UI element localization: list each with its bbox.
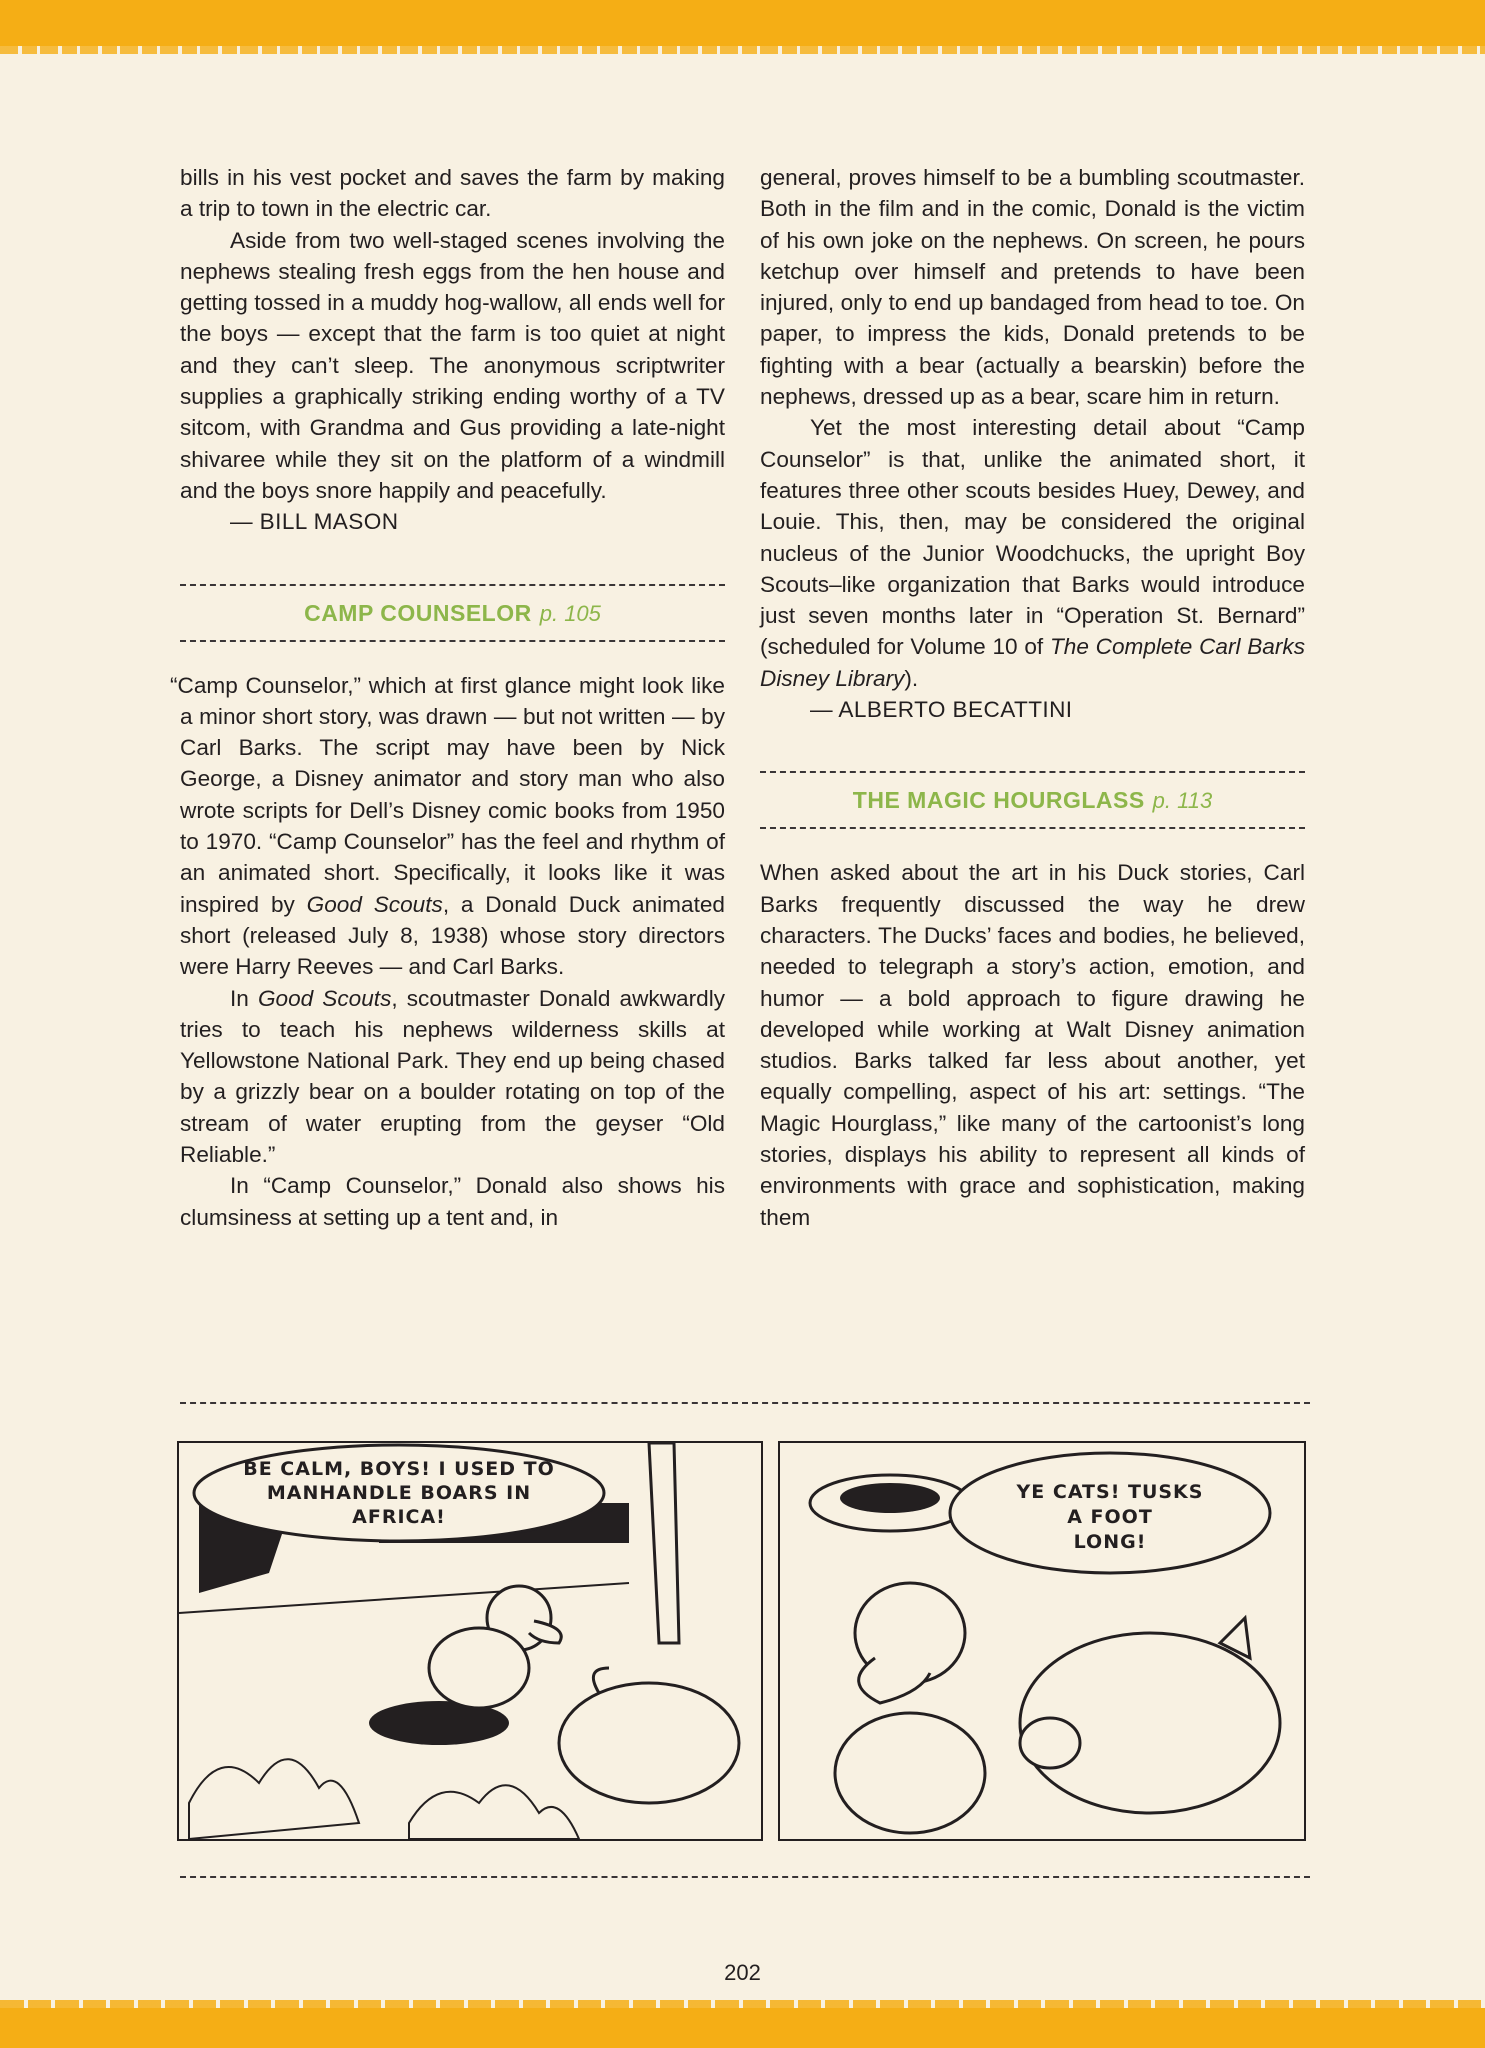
balloon-line: A FOOT [1067,1506,1153,1528]
paragraph: In Good Scouts, scoutmaster Donald awkwardly tries to teach his nephews wilderness skills at Yellowstone National Park. They end up being chased by a grizzly bear on a boulder rotating on top of the stream of water erupting from the geyser “Old Reliable.” [180,985,726,1168]
divider-top [180,1402,1310,1404]
byline: — BILL MASON [230,509,399,535]
balloon-line: MANHANDLE BOARS IN [266,1482,532,1504]
comic-panel-1-art [179,1443,761,1839]
paragraph: bills in his vest pocket and saves the farm by making a trip to town in the electric car. [180,165,725,222]
page-number: 202 [724,1960,761,1985]
paragraph: In “Camp Counselor,” Donald also shows his clumsiness at setting up a tent and, in [180,1173,725,1230]
paragraph: Aside from two well-staged scenes involving the nephews stealing fresh eggs from the hen house and getting tossed in a muddy hog-wallow, all ends well for the boys — except that the farm is too quiet at night and they can’t sleep. The anonymous scriptwriter supplies a graphically striking ending worthy of a TV sitcom, with Grandma and Gus providing a late-night shivaree while they sit on the platform of a windmill and the boys snore happily and peacefully. [180,227,725,503]
balloon-line: BE CALM, BOYS! I USED TO [243,1458,555,1480]
paragraph: “Camp Counselor,” which at first glance might look like a minor short story, was drawn — but not written — by Carl Barks. The script may have been by Nick George, a Disney animator and story man who also wrote scripts for Dell’s Disney comic books from 1950 to 1970. “Camp Counselor” has the feel and rhythm of an animated short. Specifically, it looks like it was inspired by Good Scouts, a Donald Duck animated short (released July 8, 1938) whose story directors were Harry Reeves — and Carl Barks. [170,672,725,980]
section-page-ref: p. 113 [1152,788,1213,814]
section-heading-magic-hourglass [760,771,1305,829]
section-heading-camp-counselor [180,584,725,642]
top-border [0,0,1485,46]
comic-panel-2-art [780,1443,1304,1839]
byline: — ALBERTO BECATTINI [810,697,1073,723]
section-page-ref: p. 105 [539,600,601,626]
bottom-border [0,2008,1485,2048]
divider-bottom [180,1876,1310,1878]
comic-panel-1 [177,1441,763,1841]
left-column [170,162,726,1233]
paragraph: When asked about the art in his Duck stories, Carl Barks frequently discussed the way he drew characters. The Ducks’ faces and bodies, he believed, needed to telegraph a story’s action, emotion, and humor — a bold approach to figure drawing he developed while working at Walt Disney animation studios. Barks talked far less about another, yet equally compelling, aspect of his art: settings. “The Magic Hourglass,” like many of the cartoonist’s long stories, displays his ability to represent all kinds of environments with grace and sophistication, making them [760,860,1305,1230]
paragraph: Yet the most interesting detail about “Camp Counselor” is that, unlike the animated short, it features three other scouts besides Huey, Dewey, and Louie. This, then, may be considered the original nucleus of the Junior Woodchucks, the upright Boy Scouts–like organization that Barks would introduce just seven months later in “Operation St. Bernard” (scheduled for Volume 10 of The Complete Carl Barks Disney Library). [760,415,1305,691]
right-column [760,162,1305,1233]
paragraph: general, proves himself to be a bumbling scoutmaster. Both in the film and in the comic, Donald is the victim of his own joke on the nephews. On screen, he pours ketchup over himself and pretends to have been injured, only to end up bandaged from head to toe. On paper, to impress the kids, Donald pretends to be fighting with a bear (actually a bearskin) before the nephews, dressed up as a bear, scare him in return. [760,165,1305,410]
section-title: THE MAGIC HOURGLASS [852,787,1145,814]
section-title: CAMP COUNSELOR [304,599,532,626]
balloon-line: AFRICA! [352,1506,446,1528]
balloon-line: LONG! [1073,1531,1147,1553]
balloon-line: YE CATS! TUSKS [1016,1481,1204,1503]
comic-panel-2 [778,1441,1306,1841]
